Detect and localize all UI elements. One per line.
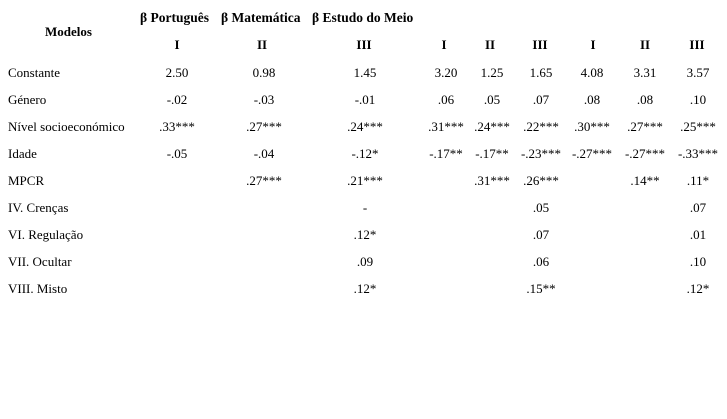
table-cell: 2.50 bbox=[165, 65, 189, 80]
table-cell: -.27*** bbox=[624, 146, 666, 161]
table-cell: .10 bbox=[689, 92, 707, 107]
row-label: VII. Ocultar bbox=[8, 254, 72, 269]
table-cell: -.27*** bbox=[571, 146, 613, 161]
model-header: I bbox=[174, 37, 180, 52]
table-cell: -.01 bbox=[354, 92, 376, 107]
table-cell: .05 bbox=[532, 200, 550, 215]
table-cell: .25*** bbox=[680, 119, 716, 134]
model-header: I bbox=[590, 37, 596, 52]
table-cell: .31*** bbox=[474, 173, 510, 188]
row-label: Género bbox=[8, 92, 47, 107]
table-cell: -.33*** bbox=[677, 146, 719, 161]
table-cell: .06 bbox=[532, 254, 550, 269]
table-cell: .21*** bbox=[347, 173, 383, 188]
row-label: Nível socioeconómico bbox=[8, 119, 125, 134]
table-cell: .26*** bbox=[523, 173, 559, 188]
table-cell: .27*** bbox=[246, 173, 282, 188]
row-label: IV. Crenças bbox=[8, 200, 69, 215]
table-cell: 4.08 bbox=[580, 65, 604, 80]
table-cell: .24*** bbox=[347, 119, 383, 134]
table-cell: .06 bbox=[437, 92, 455, 107]
table-cell: -.03 bbox=[253, 92, 275, 107]
table-cell: -.12* bbox=[351, 146, 379, 161]
model-header: I bbox=[441, 37, 447, 52]
table-cell: -.23*** bbox=[520, 146, 562, 161]
table-cell: .08 bbox=[636, 92, 654, 107]
model-header: III bbox=[689, 37, 705, 52]
table-cell: .31*** bbox=[428, 119, 464, 134]
table-cell: .12* bbox=[686, 281, 710, 296]
row-label: VI. Regulação bbox=[8, 227, 84, 242]
header-beta-portugues: β Português bbox=[140, 10, 209, 25]
header-beta-estudo-do-meio: β Estudo do Meio bbox=[312, 10, 414, 25]
table-cell: .24*** bbox=[474, 119, 510, 134]
table-cell: .14** bbox=[630, 173, 660, 188]
table-cell: .15** bbox=[526, 281, 556, 296]
table-cell: .10 bbox=[689, 254, 707, 269]
table-cell: .07 bbox=[532, 92, 550, 107]
table-cell: .05 bbox=[483, 92, 501, 107]
table-cell: -.17** bbox=[475, 146, 509, 161]
header-models: Modelos bbox=[45, 24, 92, 39]
table-cell: -.05 bbox=[166, 146, 188, 161]
table-cell: .12* bbox=[353, 227, 377, 242]
model-header: II bbox=[484, 37, 496, 52]
table-cell: 0.98 bbox=[252, 65, 276, 80]
table-cell: 3.20 bbox=[434, 65, 458, 80]
table-cell: -.04 bbox=[253, 146, 275, 161]
table-cell: .27*** bbox=[627, 119, 663, 134]
table-cell: .07 bbox=[532, 227, 550, 242]
table-cell: .07 bbox=[689, 200, 707, 215]
table-cell: 3.31 bbox=[633, 65, 657, 80]
model-header: II bbox=[639, 37, 651, 52]
table-cell: .08 bbox=[583, 92, 601, 107]
table-cell: .09 bbox=[356, 254, 374, 269]
row-label: Idade bbox=[8, 146, 37, 161]
table-cell: .27*** bbox=[246, 119, 282, 134]
table-cell: -.17** bbox=[429, 146, 463, 161]
row-label: MPCR bbox=[8, 173, 45, 188]
model-header: II bbox=[256, 37, 268, 52]
table-cell: 1.65 bbox=[529, 65, 553, 80]
table-cell: - bbox=[362, 200, 368, 215]
table-cell: .30*** bbox=[574, 119, 610, 134]
table-cell: 1.45 bbox=[353, 65, 377, 80]
model-header: III bbox=[532, 37, 548, 52]
table-cell: 3.57 bbox=[686, 65, 710, 80]
table-cell: .33*** bbox=[159, 119, 195, 134]
table-cell: .12* bbox=[353, 281, 377, 296]
row-label: VIII. Misto bbox=[8, 281, 68, 296]
model-header: III bbox=[356, 37, 372, 52]
table-cell: .11* bbox=[686, 173, 710, 188]
table-cell: 1.25 bbox=[480, 65, 504, 80]
table-cell: .22*** bbox=[523, 119, 559, 134]
table-cell: -.02 bbox=[166, 92, 188, 107]
row-label: Constante bbox=[8, 65, 60, 80]
table-cell: .01 bbox=[689, 227, 707, 242]
header-beta-matematica: β Matemática bbox=[221, 10, 301, 25]
